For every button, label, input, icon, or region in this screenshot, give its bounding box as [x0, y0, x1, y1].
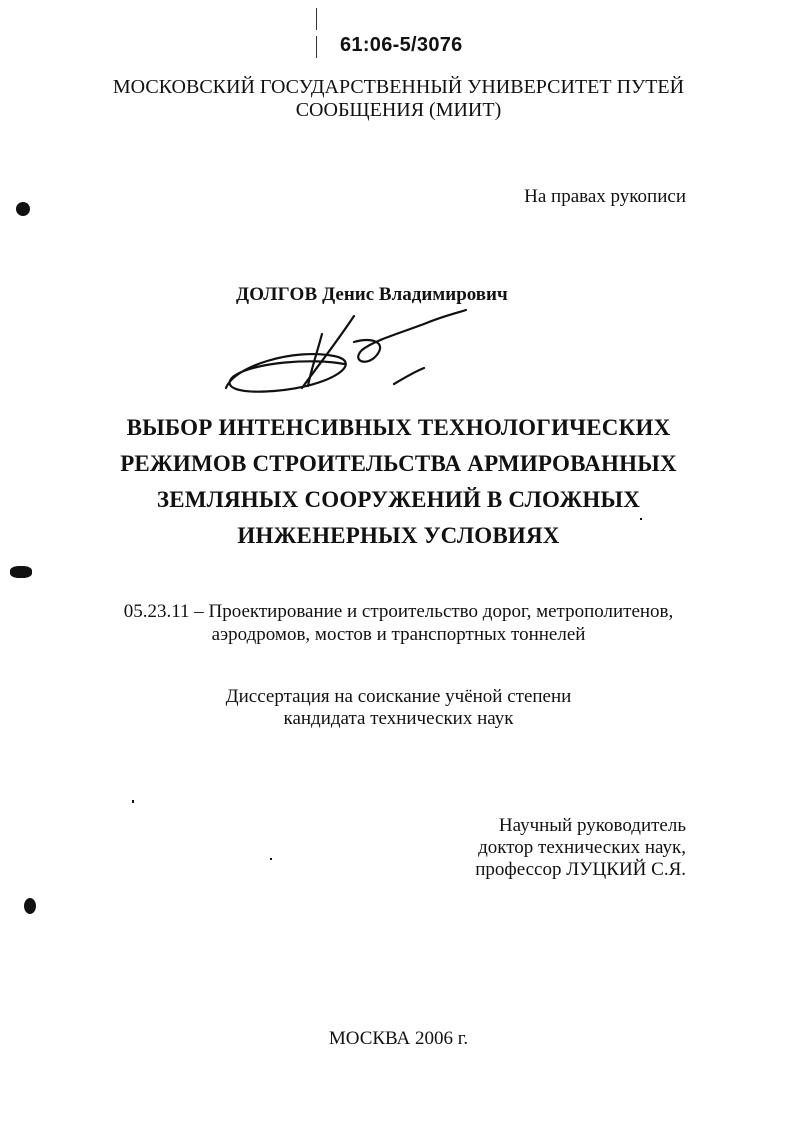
degree-line-2: кандидата технических наук	[283, 708, 514, 729]
specialty-line-1: 05.23.11 – Проектирование и строительство дорог, метрополитенов,	[123, 601, 674, 622]
punch-hole-mark-1	[16, 202, 30, 216]
scan-line-mid	[316, 36, 317, 58]
title-line-1: ВЫБОР ИНТЕНСИВНЫХ ТЕХНОЛОГИЧЕСКИХ	[126, 415, 671, 440]
dust-speck-2	[132, 800, 134, 803]
specialty	[0, 600, 797, 646]
degree-line-1: Диссертация на соискание учёной степени	[225, 686, 572, 707]
dust-speck-3	[270, 858, 272, 860]
signature-icon	[214, 296, 474, 416]
rights-note: На правах рукописи	[524, 186, 686, 207]
punch-hole-mark-2	[10, 566, 32, 578]
city-year: МОСКВА 2006 г.	[328, 1028, 469, 1049]
author-given-names: Денис Владимирович	[322, 284, 508, 305]
author-surname: ДОЛГОВ	[236, 284, 318, 305]
university-line-2: СООБЩЕНИЯ (МИИТ)	[295, 99, 502, 121]
supervisor-line-2: доктор технических наук,	[478, 837, 686, 858]
supervisor-line-1: Научный руководитель	[498, 815, 686, 836]
dissertation-title	[0, 410, 797, 554]
title-line-2: РЕЖИМОВ СТРОИТЕЛЬСТВА АРМИРОВАННЫХ	[120, 451, 677, 476]
title-line-4: ИНЖЕНЕРНЫХ УСЛОВИЯХ	[237, 523, 560, 548]
dust-speck-1	[640, 518, 642, 520]
degree-statement	[0, 686, 797, 730]
scan-line-top	[316, 8, 317, 30]
punch-hole-mark-3	[24, 898, 36, 914]
catalog-number: 61:06-5/3076	[340, 34, 463, 56]
specialty-line-2: аэродромов, мостов и транспортных тоннелей	[211, 624, 586, 645]
supervisor-block	[475, 815, 686, 881]
university-name	[0, 76, 797, 122]
university-line-1: МОСКОВСКИЙ ГОСУДАРСТВЕННЫЙ УНИВЕРСИТЕТ ПУТЕЙ	[112, 76, 685, 98]
supervisor-line-3: профессор ЛУЦКИЙ С.Я.	[475, 859, 686, 880]
title-line-3: ЗЕМЛЯНЫХ СООРУЖЕНИЙ В СЛОЖНЫХ	[156, 487, 641, 512]
